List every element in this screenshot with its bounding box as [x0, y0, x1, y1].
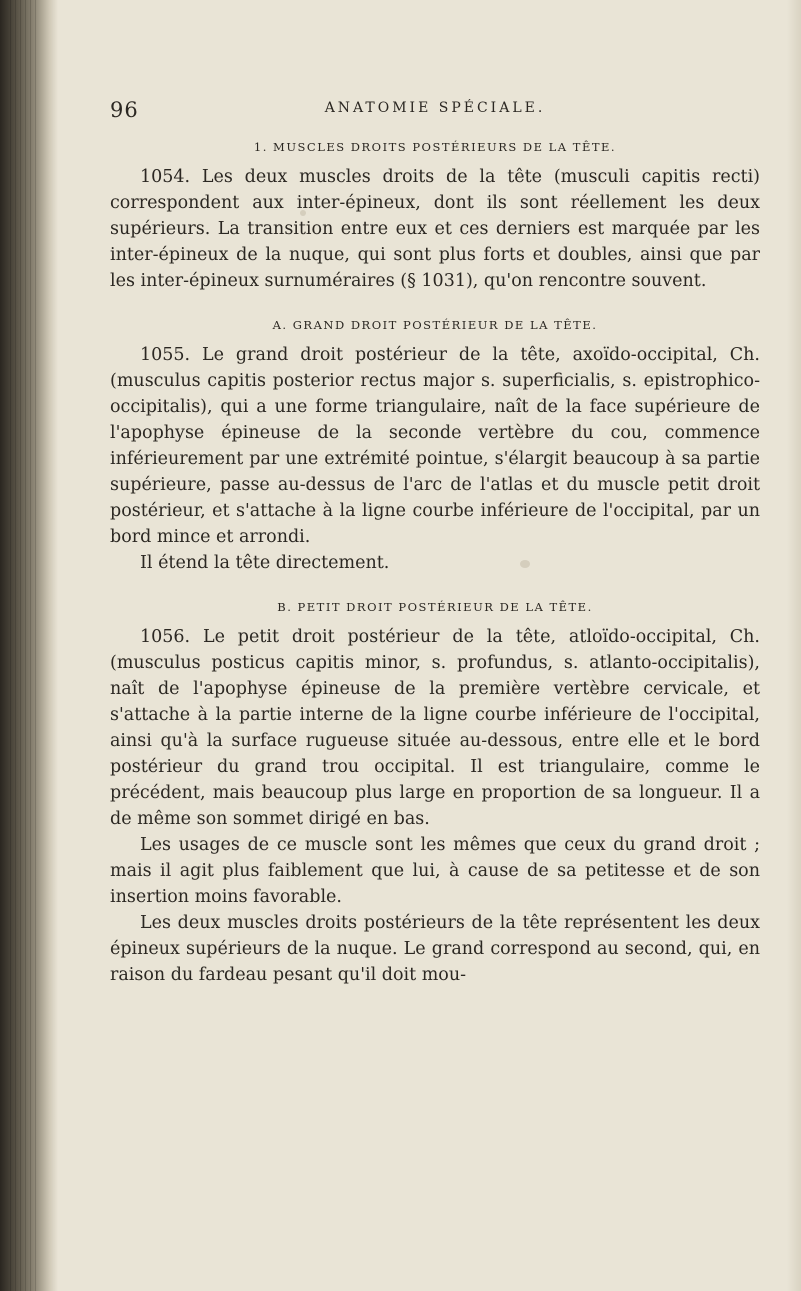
section-a [110, 318, 760, 576]
paragraph-1056-usage: Les usages de ce muscle sont les mêmes que ceux du grand droit ; mais il agit plus faiblement que lui, à cause de sa petitesse et de son insertion moins favorable. [110, 835, 760, 907]
section-heading: 1. MUSCLES DROITS POSTÉRIEURS DE LA TÊTE. [253, 140, 617, 154]
paragraph-1055: 1055. Le grand droit postérieur de la tête, axoïdo-occipital, Ch. (musculus capitis posterior rectus major s. superficialis, s. epistrophico-occipitalis), qui a une forme triangulaire, naît de la face supérieure de l'apophyse épineuse de la seconde vertèbre du cou, commence inférieurement par une extrémité pointue, s'élargit beaucoup à sa partie supérieure, passe au-dessus de l'arc de l'atlas et du muscle petit droit postérieur, et s'attache à la ligne courbe inférieure de l'occipital, par un bord mince et arrondi. [110, 345, 760, 547]
section-1 [110, 140, 760, 294]
paragraph-1054: 1054. Les deux muscles droits de la tête (musculi capitis recti) correspondent aux inter-épineux, dont ils sont réellement les deux supérieurs. La transition entre eux et ces derniers est marquée par les inter-épineux de la nuque, qui sont plus forts et doubles, ainsi que par les inter-épineux surnuméraires (§ 1031), qu'on rencontre souvent. [110, 167, 760, 291]
section-heading: A. GRAND DROIT POSTÉRIEUR DE LA TÊTE. [272, 318, 598, 332]
page-number: 96 [110, 98, 139, 122]
paragraph-1055-usage: Il étend la tête directement. [140, 553, 390, 573]
page-right-edge [787, 0, 801, 1291]
section-b [110, 600, 760, 988]
running-head [110, 92, 760, 124]
running-head-title: ANATOMIE SPÉCIALE. [324, 100, 546, 116]
paragraph-1056: 1056. Le petit droit postérieur de la tête, atloïdo-occipital, Ch. (musculus posticus capitis minor, s. profundus, s. atlanto-occipitalis), naît de l'apophyse épineuse de la première vertèbre cervicale, et s'attache à la partie interne de la ligne courbe inférieure de l'occipital, ainsi qu'à la surface rugueuse située au-dessous, entre elle et le bord postérieur du grand trou occipital. Il est triangulaire, comme le précédent, mais beaucoup plus large en proportion de sa longueur. Il a de même son sommet dirigé en bas. [110, 627, 760, 829]
paragraph-1056-comparison: Les deux muscles droits postérieurs de la tête représentent les deux épineux supérieurs de la nuque. Le grand correspond au second, qui, en raison du fardeau pesant qu'il doit mou- [110, 913, 760, 985]
binding-texture [10, 0, 40, 1291]
section-heading: B. PETIT DROIT POSTÉRIEUR DE LA TÊTE. [277, 600, 593, 614]
text-column [110, 92, 760, 988]
